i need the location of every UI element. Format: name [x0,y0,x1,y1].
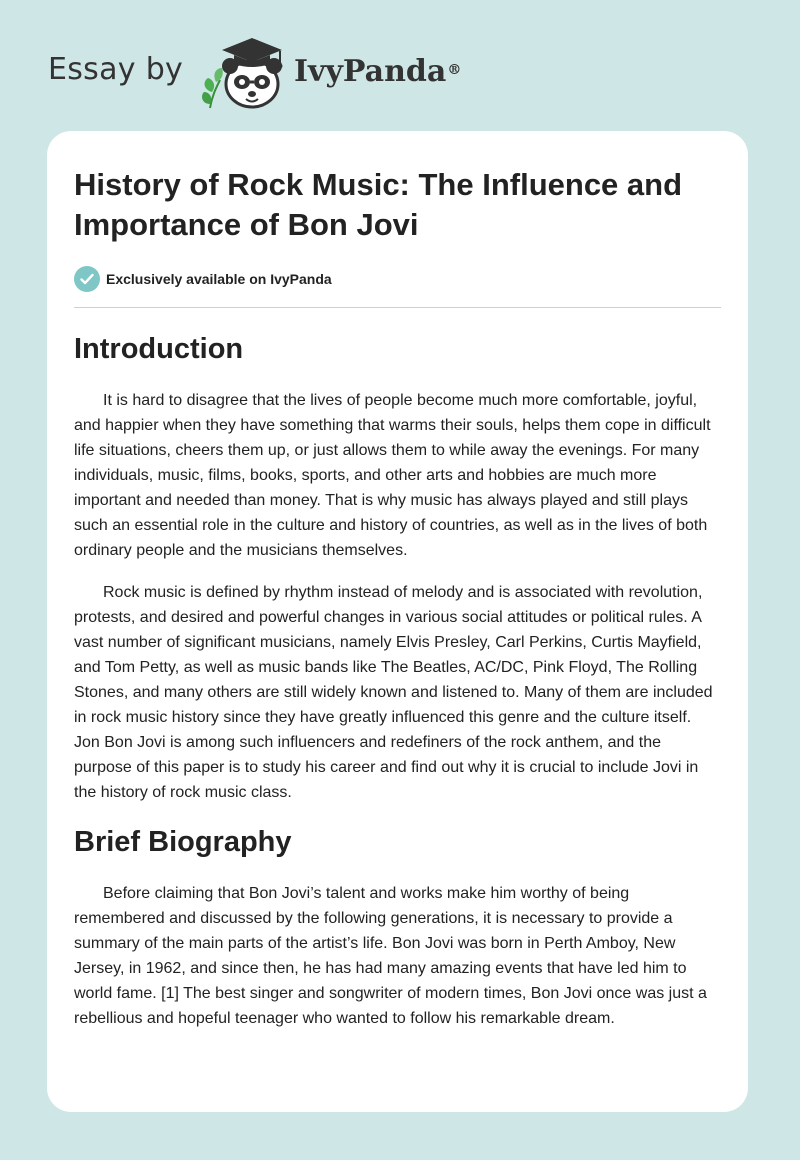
panda-graduate-icon[interactable] [200,30,296,112]
essay-by-label: Essay by [48,52,184,87]
site-header [0,0,800,130]
section-heading: Introduction [74,333,244,365]
section-heading: Brief Biography [74,826,292,858]
essay-title: History of Rock Music: The Influence and Importance of Bon Jovi [74,167,683,242]
exclusive-label: Exclusively available on IvyPanda [106,271,332,287]
paragraph: Before claiming that Bon Jovi’s talent and works make him worthy of being remembered and discussed by the following generations, it is necessary to provide a summary of the main parts of the artist’s life. Bon Jovi was born in Perth Amboy, New Jersey, in 1962, and since then, he has had many amazing events that have led him to world fame. [1] The best singer and songwriter of modern times, Bon Jovi once was just a rebellious and hopeful teenager who wanted to follow his remarkable dream. [74,885,707,1027]
brand-label: IvyPanda [294,54,447,89]
divider [74,307,721,308]
brand-name[interactable] [294,52,461,92]
exclusive-badge [74,265,721,293]
registered-mark: ® [447,62,462,78]
essay-card [47,131,748,1112]
section-brief-biography [74,825,721,1031]
section-introduction [74,332,721,805]
paragraph: Rock music is defined by rhythm instead of melody and is associated with revolution, protests, and desired and powerful changes in various social attitudes or political rules. A vast number of significant musicians, namely Elvis Presley, Carl Perkins, Curtis Mayfield, and Tom Petty, as well as music bands like The Beatles, AC/DC, Pink Floyd, The Rolling Stones, and many others are still widely known and listened to. Many of them are included in rock music history since they have greatly influenced this genre and the culture itself. Jon Bon Jovi is among such influencers and redefiners of the rock anthem, and the purpose of this paper is to study his career and find out why it is crucial to include Jovi in the history of rock music class. [74,584,713,801]
paragraph: It is hard to disagree that the lives of people become much more comfortable, joyful, and happier when they have something that warms their souls, helps them cope in difficult life situations, cheers them up, or just allows them to while away the evenings. For many individuals, music, films, books, sports, and other arts and hobbies are much more important and needed than money. That is why music has always played and still plays such an essential role in the culture and history of countries, as well as in the lives of both ordinary people and the musicians themselves. [74,392,711,559]
check-circle-icon [74,266,100,292]
